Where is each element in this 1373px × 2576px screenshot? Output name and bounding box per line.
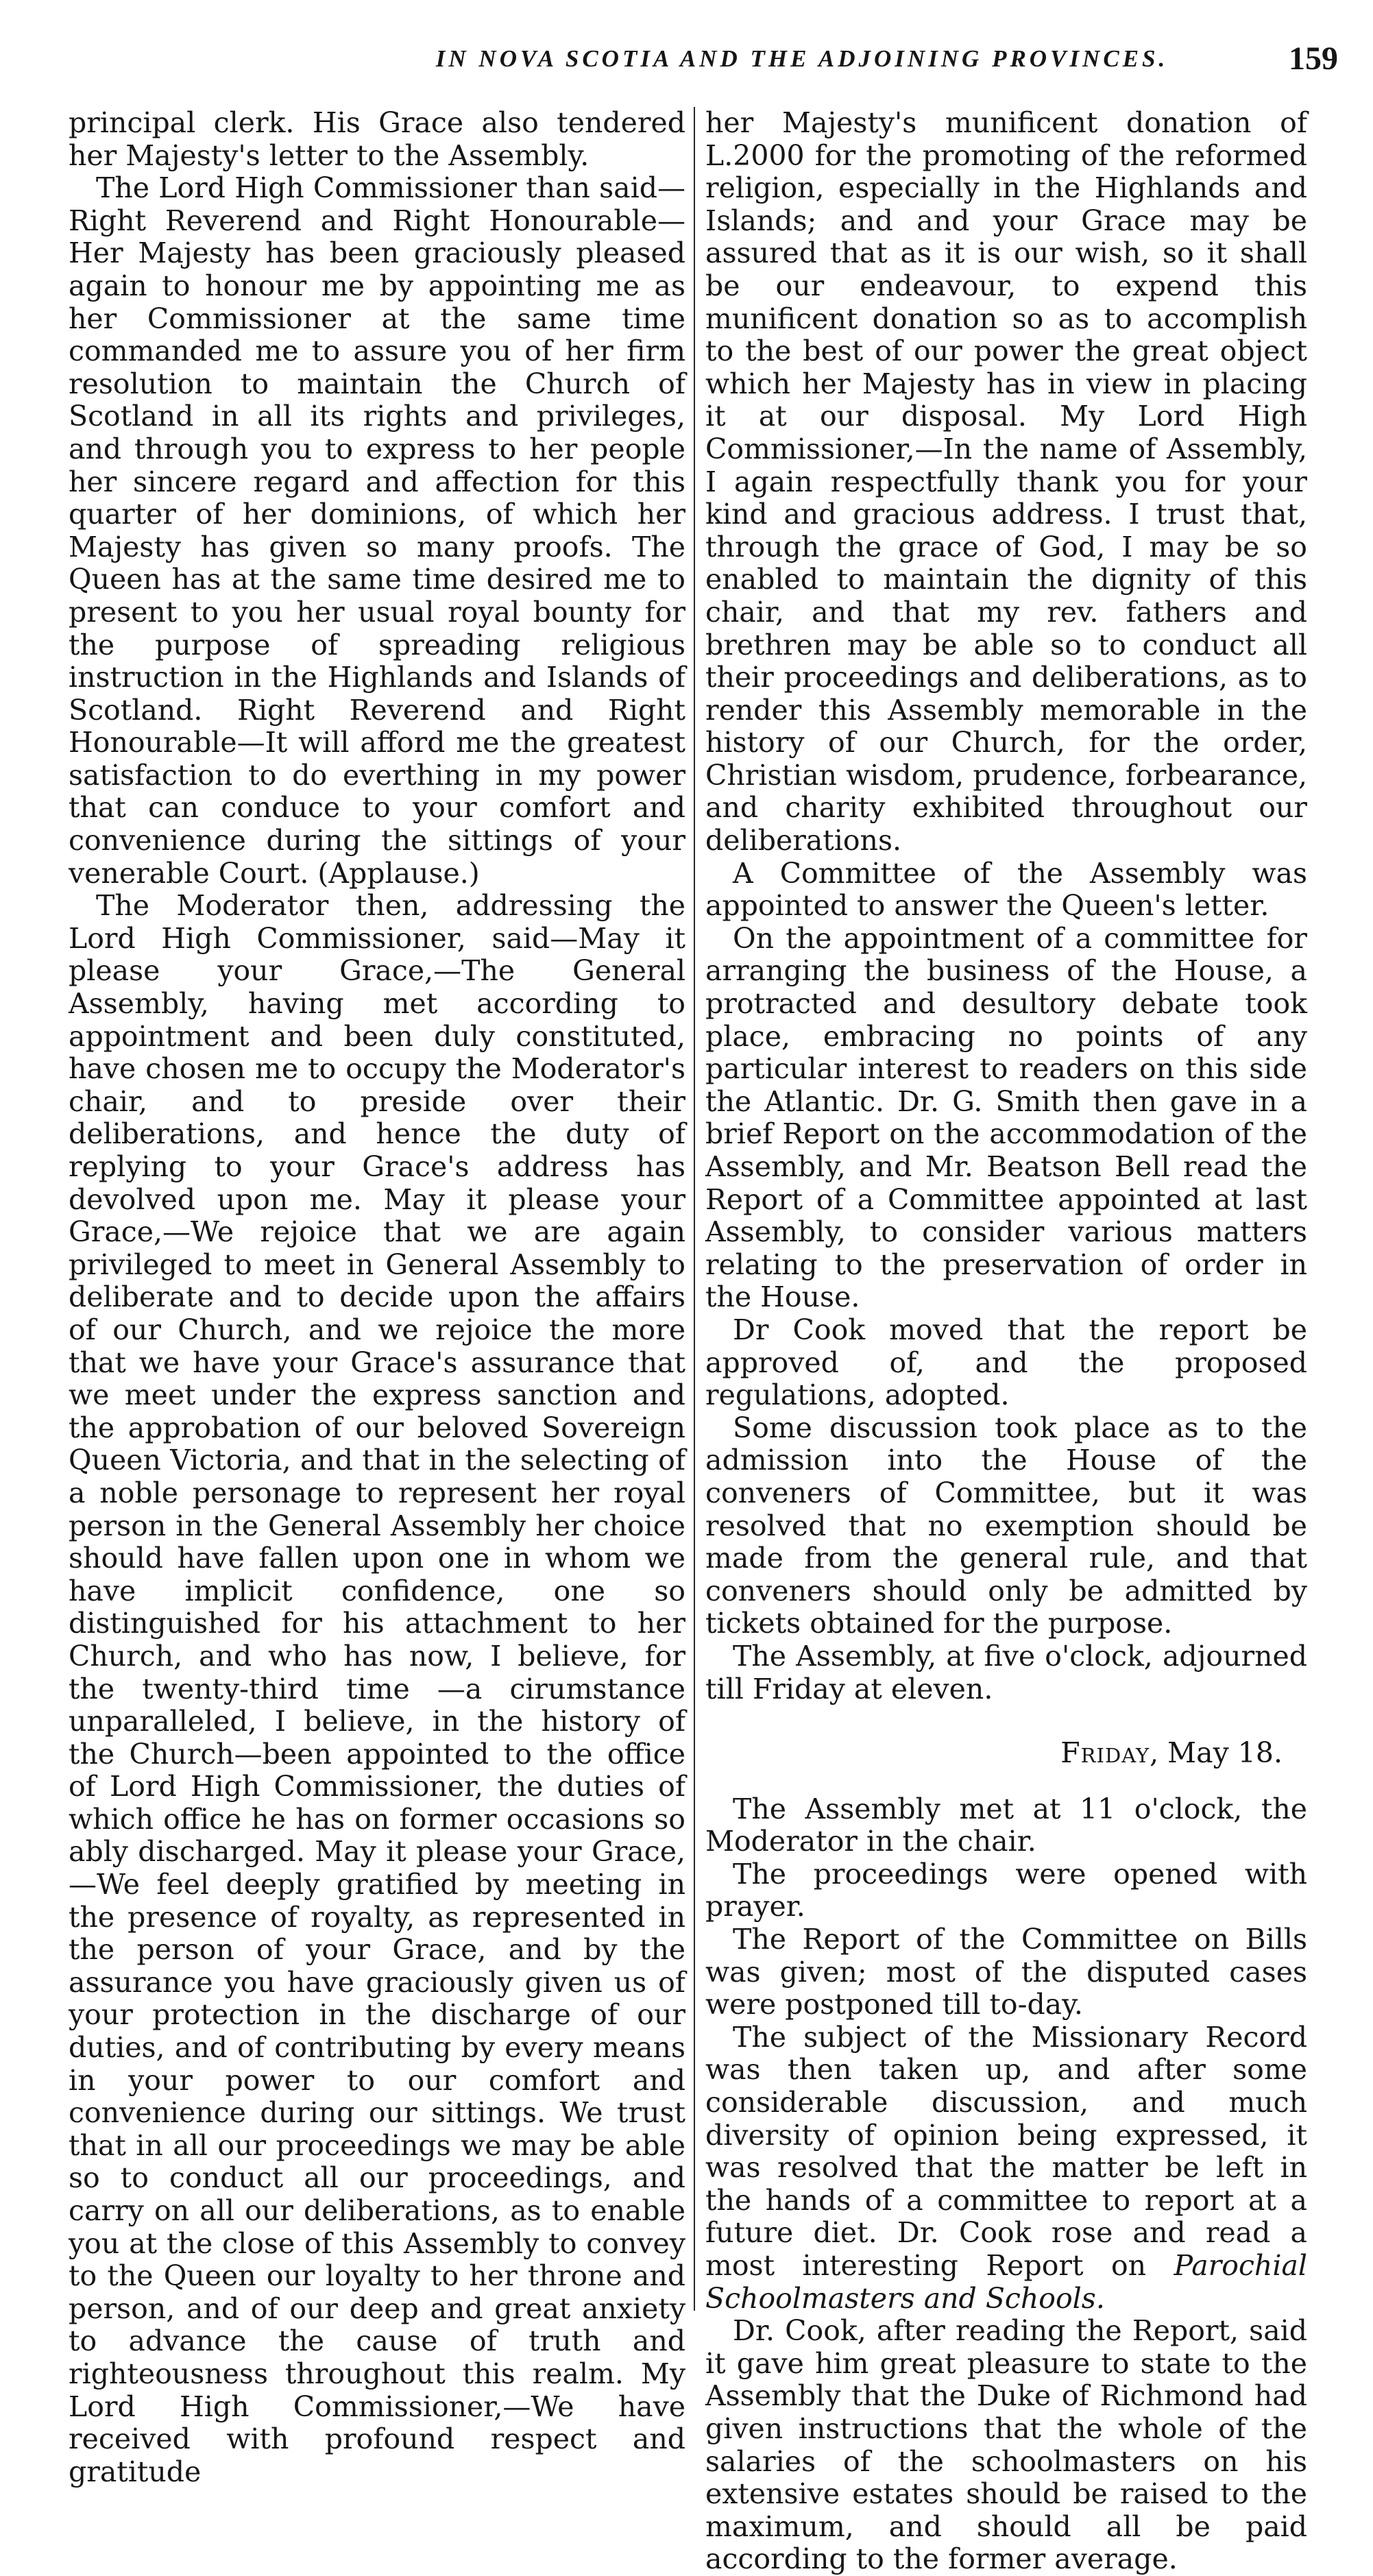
paragraph: The Assembly met at 11 o'clock, the Moderator in the chair. [705, 1792, 1307, 1858]
running-title: IN NOVA SCOTIA AND THE ADJOINING PROVINCES. [435, 45, 1169, 72]
paragraph: principal clerk. His Grace also tendered her Majesty's letter to the Assembly. [69, 106, 685, 172]
section-dateline [705, 1737, 1283, 1770]
page-number: 159 [1289, 40, 1338, 77]
report-title: Parochial Schoolmasters and Schools. [705, 2249, 1307, 2315]
paragraph: her Majesty's munificent donation of L.2000 for the promoting of the reformed religion, especially in the Highlands and Islands; and and your Grace may be assured that as it is our wish, so it shall be our endeavour, to expend this munificent donation so as to accomplish to the best of our power the great object which her Majesty has in view in placing it at our disposal. My Lord High Commissioner,—In the name of Assembly, I again respectfully thank you for your kind and gracious address. I trust that, through the grace of God, I may be so enabled to maintain the dignity of this chair, and that my rev. fathers and brethren may be able so to conduct all their proceedings and deliberations, as to render this Assembly memorable in the history of our Church, for the order, Christian wisdom, prudence, forbearance, and charity exhibited throughout our deliberations. [705, 106, 1307, 858]
paragraph: The Lord High Commissioner than said—Right Reverend and Right Honourable—Her Majesty has been graciously pleased again to honour me by appointing me as her Commissioner at the same time commanded me to assure you of her firm resolution to maintain the Church of Scotland in all its rights and privileges, and through you to express to her people her sincere regard and affection for this quarter of her dominions, of which her Majesty has given so many proofs. The Queen has at the same time desired me to present to you her usual royal bounty for the purpose of spreading religious instruction in the Highlands and Islands of Scotland. Right Reverend and Right Honourable—It will afford me the greatest satisfaction to do everthing in my power that can conduce to your comfort and convenience during the sittings of your venerable Court. (Applause.) [69, 171, 685, 890]
paragraph-missionary-record [705, 2021, 1307, 2315]
paragraph: The Assembly, at five o'clock, adjourned till Friday at eleven. [705, 1639, 1307, 1705]
paragraph: Dr. Cook, after reading the Report, said it gave him great pleasure to state to the Assembly that the Duke of Richmond had given instructions that the whole of the salaries of the schoolmasters on his extensive estates should be raised to the maximum, and should all be paid according to the former average. [705, 2314, 1307, 2576]
paragraph: The Moderator then, addressing the Lord High Commissioner, said—May it please your Grace,—The General Assembly, having met according to appointment and been duly constituted, have chosen me to occupy the Moderator's chair, and to preside over their deliberations, and hence the duty of replying to your Grace's address has devolved upon me. May it please your Grace,—We rejoice that we are again privileged to meet in General Assembly to deliberate and to decide upon the affairs of our Church, and we rejoice the more that we have your Grace's assurance that we meet under the express sanction and the approbation of our beloved Sovereign Queen Victoria, and that in the selecting of a noble personage to represent her royal person in the General Assembly her choice should have fallen upon one in whom we have implicit confidence, one so distinguished for his attachment to her Church, and who has now, I believe, for the twenty-third time —a cirumstance unparalleled, I believe, in the history of the Church—been appointed to the office of Lord High Commissioner, the duties of which office he has on former occasions so ably discharged. May it please your Grace,—We feel deeply gratified by meeting in the presence of royalty, as represented in the person of your Grace, and by the assurance you have graciously given us of your protection in the discharge of our duties, and of contributing by every means in your power to our comfort and convenience during our sittings. We trust that in all our proceedings we may be able so to conduct all our proceedings, and carry on all our deliberations, as to enable you at the close of this Assembly to convey to the Queen our loyalty to her throne and person, and of our deep and great anxiety to advance the cause of truth and righteousness throughout this realm. My Lord High Commissioner,—We have received with profound respect and gratitude [69, 889, 685, 2488]
column-divider [694, 107, 695, 2311]
left-column [69, 106, 685, 2488]
paragraph: A Committee of the Assembly was appointed to answer the Queen's letter. [705, 856, 1307, 923]
paragraph: Dr Cook moved that the report be approved of, and the proposed regulations, adopted. [705, 1313, 1307, 1412]
paragraph: The Report of the Committee on Bills was given; most of the disputed cases were postponed till to-day. [705, 1923, 1307, 2021]
paragraph-text: The subject of the Missionary Record was then taken up, and after some considerable discussion, and much diversity of opinion being expressed, it was resolved that the matter be left in the hands of a committee to report at a future diet. Dr. Cook rose and read a most interesting Report on [705, 2020, 1307, 2282]
paragraph: The proceedings were opened with prayer. [705, 1857, 1307, 1923]
right-column [705, 106, 1307, 2576]
paragraph: On the appointment of a committee for arranging the business of the House, a protracted and desultory debate took place, embracing no points of any particular interest to readers on this side the Atlantic. Dr. G. Smith then gave in a brief Report on the accommodation of the Assembly, and Mr. Beatson Bell read the Report of a Committee appointed at last Assembly, to consider various matters relating to the preservation of order in the House. [705, 921, 1307, 1314]
dateline-date: , May 18. [1150, 1736, 1283, 1770]
paragraph: Some discussion took place as to the admission into the House of the conveners of Committee, but it was resolved that no exemption should be made from the general rule, and that conveners should only be admitted by tickets obtained for the purpose. [705, 1411, 1307, 1640]
dateline-day: Friday [1060, 1736, 1150, 1770]
